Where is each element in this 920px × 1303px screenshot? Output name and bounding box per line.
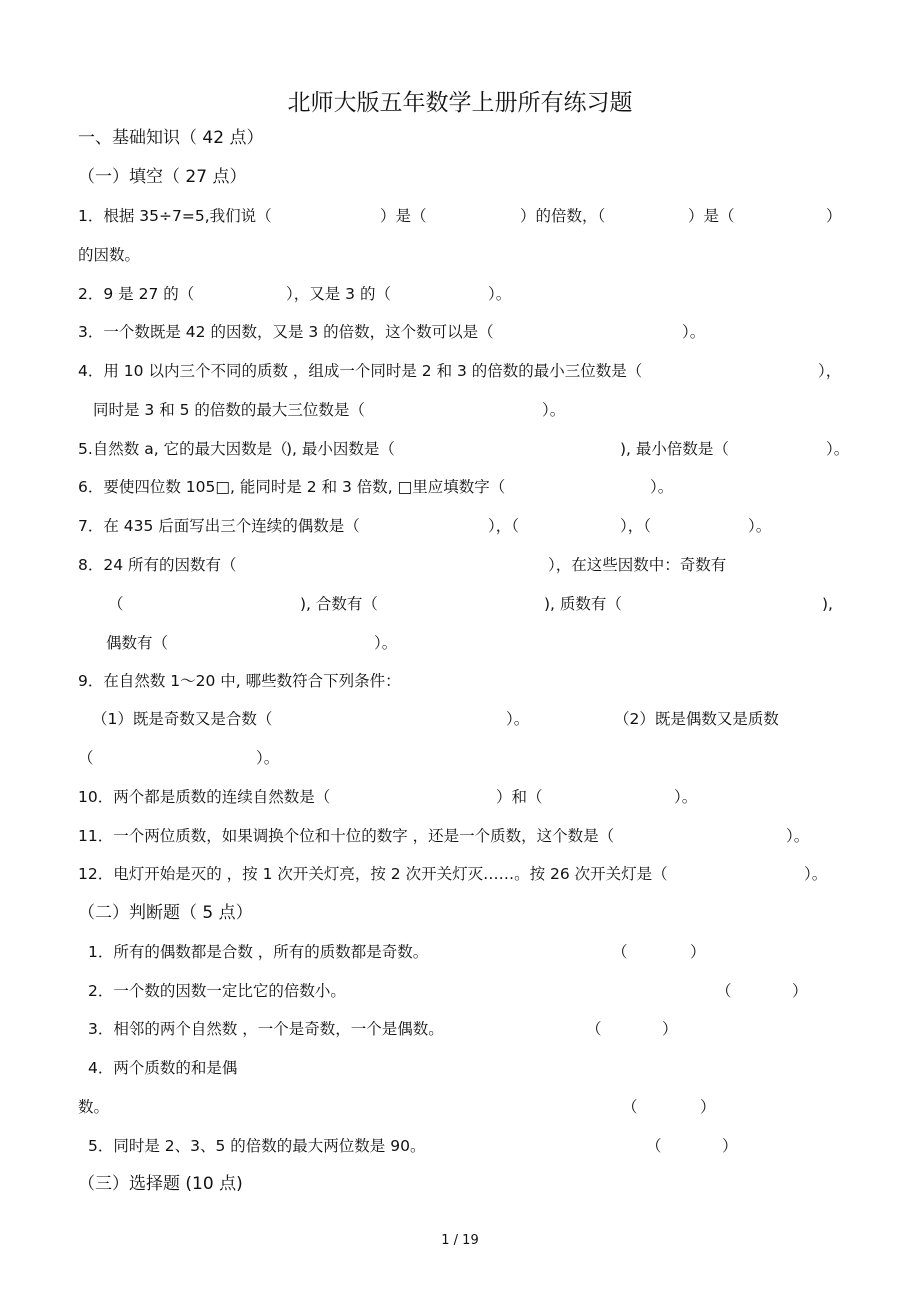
q-text: ）。: [256, 749, 280, 767]
q-text: ), 最小倍数是（: [620, 440, 729, 458]
q-text: ）: [662, 1020, 678, 1038]
q-text: ）是（: [380, 207, 427, 225]
q-text: ）: [826, 207, 842, 225]
q-text: ），（: [488, 517, 520, 535]
q-text: ）。: [786, 827, 810, 845]
q-text: ), 质数有（: [544, 595, 622, 613]
q-text: 12．电灯开始是灭的 ，按 1 次开关灯亮，按 2 次开关灯灭……。按 26 次开关灯是（: [78, 865, 668, 883]
q-text: ），（: [620, 517, 652, 535]
q-text: （: [646, 1137, 662, 1155]
q-text: 3．一个数既是 42 的因数，又是 3 的倍数，这个数可以是（: [78, 323, 494, 341]
q-text: （2）既是偶数又是质数: [614, 710, 779, 728]
q-text: ）。: [506, 710, 530, 728]
q-text: 1．根据 35÷7=5,我们说（: [78, 207, 272, 225]
q-text: ），: [818, 362, 842, 380]
q-text: 8．24 所有的因数有（: [78, 556, 237, 574]
q-text: 2．9 是 27 的（: [78, 285, 195, 303]
q-text: 5.自然数 a, 它的最大因数是（: [78, 440, 288, 458]
q-text: （: [586, 1020, 602, 1038]
q-text: ）。: [650, 478, 674, 496]
q-text: ）。: [682, 323, 706, 341]
subsection-multiple-choice: （三）选择题 (10 点): [78, 1174, 243, 1194]
q-text: 4．两个质数的和是偶: [88, 1059, 238, 1077]
q-text: （: [108, 595, 124, 613]
q-text: 10．两个都是质数的连续自然数是（: [78, 788, 331, 806]
q-text: ）: [722, 1137, 738, 1155]
subsection-fill-blank: （一）填空（ 27 点）: [78, 167, 247, 187]
q-text: ),: [822, 595, 833, 613]
q-text: 1．所有的偶数都是合数 ，所有的质数都是奇数。: [88, 943, 429, 961]
q-text: ), 最小因数是（: [286, 440, 395, 458]
q-text: （: [716, 982, 732, 1000]
subsection-true-false: （二）判断题（ 5 点）: [78, 903, 253, 923]
q-text: 3．相邻的两个自然数 ，一个是奇数，一个是偶数。: [88, 1020, 444, 1038]
q-text: 6．要使四位数 105□, 能同时是 2 和 3 倍数, □里应填数字（: [78, 478, 506, 496]
q-text: ），在这些因数中：奇数有: [548, 556, 727, 574]
q-text: 数。: [78, 1098, 110, 1116]
q-text: （: [622, 1098, 638, 1116]
q-text: ）。: [804, 865, 828, 883]
q-text: ), 合数有（: [300, 595, 378, 613]
document-title: 北师大版五年数学上册所有练习题: [287, 90, 633, 116]
q-text: ）和（: [496, 788, 543, 806]
q-text: ）。: [826, 440, 850, 458]
q-text: 11．一个两位质数，如果调换个位和十位的数字 ，还是一个质数，这个数是（: [78, 827, 615, 845]
q-text: ）。: [374, 634, 398, 652]
q-text: 4．用 10 以内三个不同的质数 ，组成一个同时是 2 和 3 的倍数的最小三位数是（: [78, 362, 643, 380]
q-text: ）的倍数，（: [520, 207, 606, 225]
q-text: （1）既是奇数又是合数（: [92, 710, 273, 728]
q-text: ），又是 3 的（: [286, 285, 391, 303]
q-text: 同时是 3 和 5 的倍数的最大三位数是（: [93, 401, 365, 419]
q-text: 的因数。: [78, 246, 141, 264]
q-text: ）: [792, 982, 808, 1000]
q-text: 2．一个数的因数一定比它的倍数小。: [88, 982, 346, 1000]
page-number: 1 / 19: [441, 1233, 479, 1248]
q-text: ）。: [748, 517, 772, 535]
q-text: ）: [690, 943, 706, 961]
q-text: 偶数有（: [106, 634, 169, 652]
q-text: ）: [700, 1098, 716, 1116]
q-text: （: [78, 749, 94, 767]
q-text: （: [612, 943, 628, 961]
q-text: ）是（: [688, 207, 735, 225]
section-basic-knowledge: 一、基础知识（ 42 点）: [78, 128, 264, 148]
q-text: ）。: [488, 285, 512, 303]
q-text: ）。: [674, 788, 698, 806]
q-text: 9．在自然数 1～20 中, 哪些数符合下列条件：: [78, 672, 401, 690]
q-text: 5．同时是 2、3、5 的倍数的最大两位数是 90。: [88, 1137, 426, 1155]
q-text: 7．在 435 后面写出三个连续的偶数是（: [78, 517, 360, 535]
q-text: ）。: [542, 401, 566, 419]
